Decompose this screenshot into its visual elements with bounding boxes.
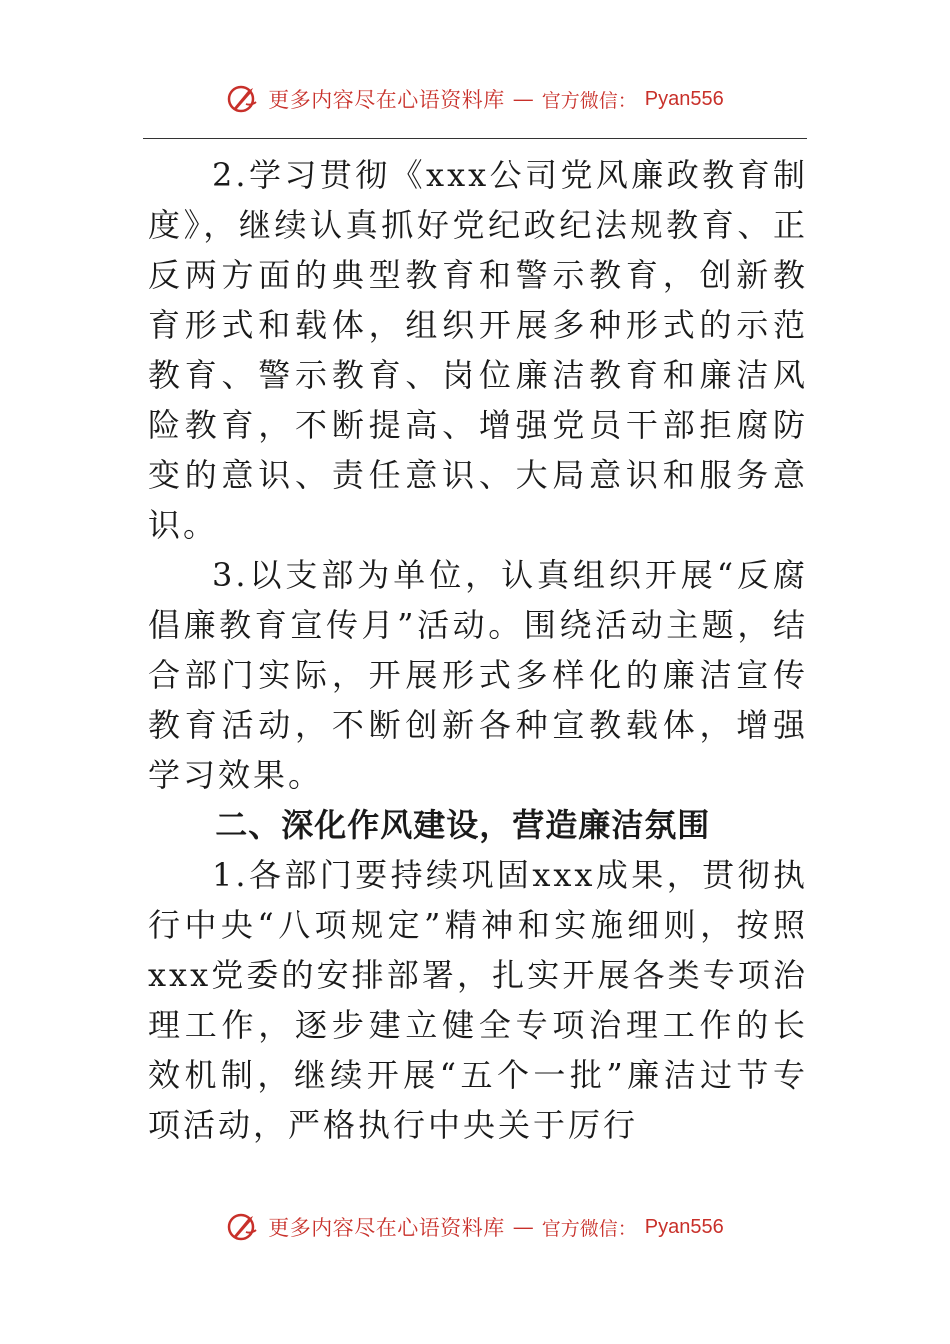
document-body <box>148 150 808 1150</box>
header-banner <box>0 82 950 116</box>
footer-banner-dash: — <box>512 1215 534 1239</box>
header-banner-text: 更多内容尽在心语资料库 <box>268 88 505 112</box>
footer-contact-id: Pyan556 <box>644 1215 724 1238</box>
paragraph: 1.各部门要持续巩固xxx成果，贯彻执行中央“八项规定”精神和实施细则，按照xxx党委的安排部署，扎实开展各类专项治理工作，逐步建立健全专项治理工作的长效机制，继续开展“五个一批”廉洁过节专项活动，严格执行中央关于厉行 <box>148 856 808 1144</box>
header-contact-id: Pyan556 <box>644 87 724 110</box>
pen-circle-logo-icon <box>226 82 260 116</box>
footer-contact-label: 官方微信： <box>541 1217 637 1240</box>
pen-circle-logo-icon <box>226 1210 260 1244</box>
header-divider <box>143 138 807 139</box>
footer-banner-text: 更多内容尽在心语资料库 <box>268 1216 505 1240</box>
paragraph: 3.以支部为单位，认真组织开展“反腐倡廉教育宣传月”活动。围绕活动主题，结合部门实际，开展形式多样化的廉洁宣传教育活动，不断创新各种宣教载体，增强学习效果。 <box>148 556 808 794</box>
paragraph: 2.学习贯彻《xxx公司党风廉政教育制度》，继续认真抓好党纪政纪法规教育、正反两方面的典型教育和警示教育，创新教育形式和载体，组织开展多种形式的示范教育、警示教育、岗位廉洁教育和廉洁风险教育，不断提高、增强党员干部拒腐防变的意识、责任意识、大局意识和服务意识。 <box>148 156 808 544</box>
header-banner-dash: — <box>512 87 534 111</box>
header-contact-label: 官方微信： <box>541 89 637 112</box>
footer-banner <box>0 1210 950 1244</box>
section-heading: 二、深化作风建设，营造廉洁氛围 <box>215 806 711 844</box>
